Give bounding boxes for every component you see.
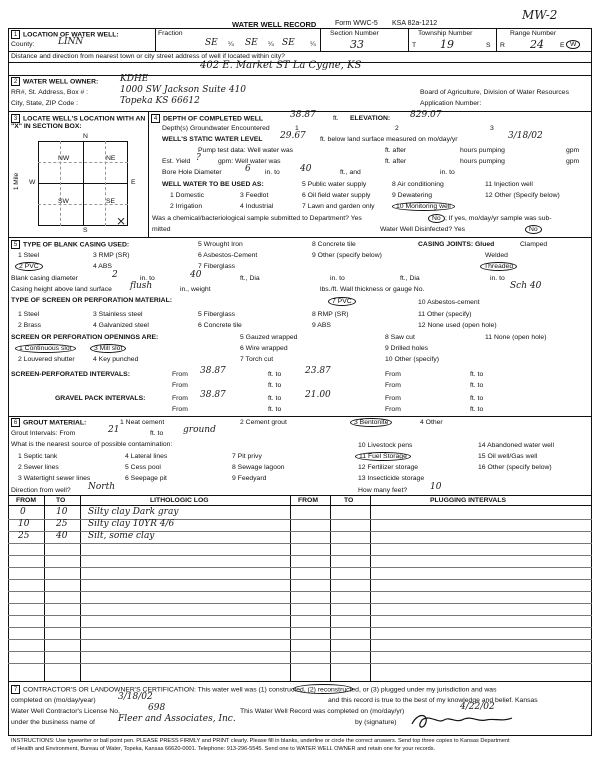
groundwater-label: Depth(s) Groundwater Encountered	[162, 125, 270, 132]
south-label: S	[83, 227, 88, 234]
joints-label: CASING JOINTS: Glued	[418, 241, 495, 248]
log-to-header: TO	[56, 497, 66, 504]
fraction-q3[interactable]: SE	[282, 38, 295, 48]
spi-to-label-4: ft. to	[470, 382, 484, 389]
use-5[interactable]: 5 Public water supply	[302, 181, 367, 188]
gpi-from[interactable]: 38.87	[200, 390, 226, 400]
screen-5[interactable]: 5 Fiberglass	[198, 311, 236, 318]
bore-in-to: in. to	[265, 169, 280, 176]
casing-4[interactable]: 4 ABS	[93, 263, 112, 270]
log-row-2-from[interactable]: 10	[18, 519, 30, 529]
section-6-number: 6	[11, 418, 20, 427]
gpi-from-label-4: From	[385, 406, 401, 413]
business-label: under the business name of	[11, 719, 95, 726]
range-r: R	[500, 42, 505, 49]
height-value[interactable]: flush	[130, 281, 153, 291]
township-number[interactable]: 19	[440, 38, 454, 51]
north-label: N	[83, 133, 88, 140]
log-row-1-to[interactable]: 10	[56, 507, 68, 517]
pump-label: Pump test data: Well water was	[198, 147, 294, 154]
use-2[interactable]: 2 Irrigation	[170, 203, 203, 210]
grout-2[interactable]: 2 Cement grout	[240, 419, 287, 426]
contam-5[interactable]: 5 Cess pool	[125, 464, 161, 471]
spi-label: SCREEN-PERFORATED INTERVALS:	[11, 371, 130, 378]
contam-14[interactable]: 14 Abandoned water well	[478, 442, 554, 449]
use-1[interactable]: 1 Domestic	[170, 192, 204, 199]
diameter-to-2: in. to	[330, 275, 345, 282]
knowledge-text: and this record is true to the best of my knowledge and belief. Kansas	[328, 697, 538, 704]
contam-13[interactable]: 13 Insecticide storage	[358, 475, 425, 482]
yield-gpm: gpm	[566, 158, 580, 165]
pump-gpm: gpm	[566, 147, 580, 154]
range-number[interactable]: 24	[530, 38, 544, 51]
gw-2: 2	[395, 125, 399, 132]
certification-text: CONTRACTOR'S OR LANDOWNER'S CERTIFICATION: This water well was (1) constructed, (2) reconstructed, or (3) plugged under my jurisdiction and was	[23, 686, 497, 694]
use-8[interactable]: 8 Air conditioning	[392, 181, 444, 188]
grout-3[interactable]: 3 Bentonite	[350, 418, 392, 427]
application-label: Application Number:	[420, 100, 482, 107]
gw-1: 1	[295, 125, 299, 132]
log-row-2-to[interactable]: 25	[56, 519, 68, 529]
opening-2[interactable]: 2 Louvered shutter	[18, 356, 75, 363]
grout-to-label: ft. to	[150, 430, 164, 437]
opening-11[interactable]: 11 None (open hole)	[485, 334, 547, 341]
bore-value[interactable]: 6	[245, 164, 251, 174]
use-label: WELL WATER TO BE USED AS:	[162, 181, 264, 188]
gpi-to-label-3: ft. to	[268, 406, 282, 413]
mitted-label: mitted	[152, 226, 171, 233]
screen-6[interactable]: 6 Concrete tile	[198, 322, 242, 329]
grout-from[interactable]: 21	[108, 425, 120, 435]
constructed-circle	[293, 684, 353, 694]
section-3-number: 3	[11, 114, 20, 123]
screen-2[interactable]: 2 Brass	[18, 322, 42, 329]
contam-6[interactable]: 6 Seepage pit	[125, 475, 167, 482]
casing-1[interactable]: 1 Steel	[18, 252, 40, 259]
contam-2[interactable]: 2 Sewer lines	[18, 464, 59, 471]
ksa-ref: KSA 82a-1212	[392, 20, 438, 27]
grout-to[interactable]: ground	[183, 425, 216, 435]
contam-8[interactable]: 8 Sewage lagoon	[232, 464, 285, 471]
opening-9[interactable]: 9 Drilled holes	[385, 345, 429, 352]
blank-casing-label: TYPE OF BLANK CASING USED:	[23, 241, 130, 249]
contam-9[interactable]: 9 Feedyard	[232, 475, 267, 482]
township-t: T	[412, 42, 417, 49]
quarter-3: ¼	[310, 41, 316, 48]
casing-7[interactable]: 7 Fiberglass	[198, 263, 236, 270]
log-row-3-from[interactable]: 25	[18, 531, 30, 541]
static-value[interactable]: 29.67	[280, 131, 306, 141]
screen-3[interactable]: 3 Stainless steel	[93, 311, 143, 318]
elevation-value[interactable]: 829.07	[410, 110, 442, 120]
screen-label: TYPE OF SCREEN OR PERFORATION MATERIAL:	[11, 297, 172, 304]
spi-to-label-2: ft. to	[470, 371, 484, 378]
log-row-3-desc[interactable]: Silt, some clay	[88, 531, 155, 541]
contam-12[interactable]: 12 Fertilizer storage	[358, 464, 419, 471]
spi-from-label: From	[172, 371, 188, 378]
gpi-to-label: ft. to	[268, 395, 282, 402]
screen-12[interactable]: 12 None used (open hole)	[418, 322, 497, 329]
contam-7[interactable]: 7 Pit privy	[232, 453, 262, 460]
contam-10[interactable]: 10 Livestock pens	[358, 442, 413, 449]
opening-3[interactable]: 3 Mill slot	[90, 344, 126, 353]
diameter-to[interactable]: 40	[190, 270, 202, 280]
grout-interval-label: Grout Intervals: From	[11, 430, 76, 437]
opening-4[interactable]: 4 Key punched	[93, 356, 139, 363]
screen-7[interactable]: 7 PVC	[328, 297, 356, 306]
opening-1[interactable]: 1 Continuous slot	[15, 344, 76, 353]
yield-hours: hours pumping	[460, 158, 505, 165]
license-label: Water Well Contractor's License No.	[11, 708, 120, 715]
quarter-2: ¼	[268, 41, 274, 48]
gpi-to-label-2: ft. to	[470, 395, 484, 402]
grout-label: GROUT MATERIAL:	[23, 419, 87, 427]
owner-address[interactable]: 1000 SW Jackson Suite 410	[120, 85, 247, 95]
log-row-3-to[interactable]: 40	[56, 531, 68, 541]
screen-11[interactable]: 11 Other (specify)	[418, 311, 472, 318]
yield-label: Est. Yield	[162, 158, 191, 165]
quarter-1: ¼	[228, 41, 234, 48]
use-9[interactable]: 9 Dewatering	[392, 192, 433, 199]
spi-from-label-2: From	[385, 371, 401, 378]
section-1-number: 1	[11, 30, 20, 39]
spi-from-label-3: From	[172, 382, 188, 389]
owner-name[interactable]: KDHE	[120, 74, 149, 84]
litho-header: LITHOLOGIC LOG	[150, 497, 209, 504]
use-4[interactable]: 4 Industrial	[240, 203, 274, 210]
direction-value[interactable]: North	[88, 482, 116, 492]
location-heading: LOCATION OF WATER WELL:	[23, 31, 119, 39]
contam-11[interactable]: 11 Fuel Storage	[355, 452, 411, 461]
grout-4[interactable]: 4 Other	[420, 419, 443, 426]
opening-10[interactable]: 10 Other (specify)	[385, 356, 440, 363]
gpi-from-label-2: From	[385, 395, 401, 402]
footer-line-1: INSTRUCTIONS: Use typewriter or ball point pen. PLEASE PRESS FIRMLY and PRINT clearly. Please fill in blanks, underline or circle the correct answers. Send top three copies to Kansas Department	[11, 738, 510, 744]
signature-label: by (signature)	[355, 719, 397, 726]
county-label: County:	[11, 41, 35, 48]
section-number-label: Section Number	[330, 30, 379, 37]
chem-no[interactable]: No	[428, 214, 445, 223]
range-e: E	[560, 42, 565, 49]
disinfected-no[interactable]: No	[525, 225, 542, 234]
gpi-from-label: From	[172, 395, 188, 402]
address-label: RR#, St. Address, Box # :	[11, 89, 89, 96]
chem-question: Was a chemical/bacteriological sample submitted to Department? Yes	[152, 215, 362, 222]
pump-after: ft. after	[385, 147, 407, 154]
board-label: Board of Agriculture, Division of Water Resources	[420, 89, 569, 96]
spi-from-label-4: From	[385, 382, 401, 389]
plug-to-header: TO	[344, 497, 354, 504]
east-label: E	[131, 179, 136, 186]
section-5-number: 5	[11, 240, 20, 249]
bore-label: Bore Hole Diameter	[162, 169, 222, 176]
feet-value[interactable]: 10	[430, 482, 442, 492]
log-from-header: FROM	[16, 497, 37, 504]
log-row-1-desc[interactable]: Silty clay Dark gray	[88, 507, 179, 517]
depth-ft: ft.	[333, 115, 339, 122]
joints-clamped[interactable]: Clamped	[520, 241, 548, 248]
use-6[interactable]: 6 Oil field water supply	[302, 192, 371, 199]
chem-tail: ; If yes, mo/day/yr sample was sub-	[445, 215, 552, 222]
contam-15[interactable]: 15 Oil well/Gas well	[478, 453, 538, 460]
footer-line-2: of Health and Environment, Bureau of Water, Topeka, Kansas 66620-0001. Telephone: 913-296-5545. Send one to WATER WELL OWNER and retain one for your records.	[11, 746, 436, 752]
depth-label: DEPTH OF COMPLETED WELL	[163, 115, 264, 123]
city-label: City, State, ZIP Code :	[11, 100, 78, 107]
contam-1[interactable]: 1 Septic tank	[18, 453, 58, 460]
gpi-label: GRAVEL PACK INTERVALS:	[55, 395, 146, 402]
business-name[interactable]: Fleer and Associates, Inc.	[118, 714, 236, 724]
signature	[408, 710, 518, 732]
gw-3: 3	[490, 125, 494, 132]
well-address[interactable]: 402 E. Market ST La Cygne, KS	[200, 60, 362, 71]
contam-16[interactable]: 16 Other (specify below)	[478, 464, 552, 471]
west-label: W	[29, 179, 36, 186]
log-row-2-desc[interactable]: Silty clay 10YR 4/6	[88, 519, 175, 529]
yield-after: ft. after	[385, 158, 407, 165]
screen-4[interactable]: 4 Galvanized steel	[93, 322, 149, 329]
plug-header: PLUGGING INTERVALS	[430, 497, 507, 504]
diameter-dia-2: ft., Dia	[400, 275, 420, 282]
use-3[interactable]: 3 Feedlot	[240, 192, 269, 199]
gauge-value[interactable]: Sch 40	[510, 281, 542, 291]
diameter-to-3: in. to	[490, 275, 505, 282]
township-label: Township Number	[418, 30, 473, 37]
joints-threaded[interactable]: Threaded	[480, 262, 517, 271]
elevation-label: ELEVATION:	[350, 115, 391, 122]
pump-hours: hours pumping	[460, 147, 505, 154]
opening-6[interactable]: 6 Wire wrapped	[240, 345, 288, 352]
well-location-x[interactable]: ×	[116, 214, 127, 228]
gpi-to-label-4: ft. to	[470, 406, 484, 413]
bore-and: ft., and	[340, 169, 361, 176]
bore-in-to-2: in. to	[440, 169, 455, 176]
diameter-dia-1: ft., Dia	[240, 275, 260, 282]
owner-heading: WATER WELL OWNER:	[23, 78, 99, 86]
county-value[interactable]: LINN	[58, 37, 84, 47]
plug-from-header: FROM	[298, 497, 319, 504]
disinfected-label: Water Well Disinfected? Yes	[380, 226, 466, 233]
direction-label: Direction from well?	[11, 487, 71, 494]
static-label: WELL'S STATIC WATER LEVEL	[162, 136, 263, 143]
diameter-to-label: in. to	[140, 275, 155, 282]
height-label: Casing height above land surface	[11, 286, 112, 293]
spi-to[interactable]: 23.87	[305, 366, 331, 376]
opening-8[interactable]: 8 Saw cut	[385, 334, 415, 341]
diameter-value[interactable]: 2	[112, 270, 118, 280]
weight-label: in., weight	[180, 286, 211, 293]
owner-city[interactable]: Topeka KS 66612	[120, 96, 200, 106]
gauge-label: lbs./ft. Wall thickness or gauge No.	[320, 286, 425, 293]
joints-welded[interactable]: Welded	[485, 252, 508, 259]
use-10[interactable]: 10 Monitoring well	[392, 202, 455, 211]
opening-5[interactable]: 5 Gauzed wrapped	[240, 334, 298, 341]
opening-7[interactable]: 7 Torch cut	[240, 356, 274, 363]
yield-value[interactable]: ?	[196, 153, 201, 163]
bore-to[interactable]: 40	[300, 164, 312, 174]
static-date[interactable]: 3/18/02	[508, 131, 543, 141]
form-title: WATER WELL RECORD	[232, 20, 317, 29]
se-label: SE	[106, 198, 116, 205]
gpi-from-label-3: From	[172, 406, 188, 413]
spi-from[interactable]: 38.87	[200, 366, 226, 376]
casing-2[interactable]: 2 PVC	[15, 262, 43, 271]
log-row-1-from[interactable]: 0	[20, 507, 26, 517]
gpi-to[interactable]: 21.00	[305, 390, 331, 400]
section-7-number: 7	[11, 685, 20, 694]
casing-3[interactable]: 3 RMP (SR)	[93, 252, 130, 259]
depth-value[interactable]: 38.87	[290, 110, 316, 120]
screen-10[interactable]: 10 Asbestos-cement	[418, 299, 480, 306]
township-s: S	[486, 42, 491, 49]
mile-label: 1 Mile	[13, 172, 21, 191]
fraction-q2[interactable]: SE	[245, 38, 258, 48]
contamination-label: What is the nearest source of possible contamination:	[11, 441, 173, 448]
fraction-q1[interactable]: SE	[205, 38, 218, 48]
use-12[interactable]: 12 Other (Specify below)	[485, 192, 560, 199]
casing-9[interactable]: 9 Other (specify below)	[312, 252, 382, 259]
grout-1[interactable]: 1 Neat cement	[120, 419, 165, 426]
license-number[interactable]: 698	[148, 703, 166, 713]
section-2-number: 2	[11, 77, 20, 86]
form-number: Form WWC-5	[335, 20, 378, 27]
range-label: Range Number	[510, 30, 557, 37]
feet-label: How many feet?	[358, 487, 408, 494]
locate-heading: LOCATE WELL'S LOCATION WITH AN "X" IN SECTION BOX:	[11, 115, 146, 131]
nw-label: NW	[58, 155, 70, 162]
contam-4[interactable]: 4 Lateral lines	[125, 453, 168, 460]
screen-1[interactable]: 1 Steel	[18, 311, 40, 318]
spi-to-label-3: ft. to	[268, 382, 282, 389]
casing-6[interactable]: 6 Asbestos-Cement	[198, 252, 258, 259]
use-7[interactable]: 7 Lawn and garden only	[302, 203, 375, 210]
section-number[interactable]: 33	[350, 38, 364, 51]
openings-label: SCREEN OR PERFORATION OPENINGS ARE:	[11, 334, 159, 341]
casing-8[interactable]: 8 Concrete tile	[312, 241, 356, 248]
sw-label: SW	[58, 198, 69, 205]
screen-8[interactable]: 8 RMP (SR)	[312, 311, 349, 318]
static-tail: ft. below land surface measured on mo/day/yr	[320, 136, 458, 143]
diameter-label: Blank casing diameter	[11, 275, 78, 282]
use-11[interactable]: 11 Injection well	[485, 181, 533, 188]
section-4-number: 4	[151, 114, 160, 123]
record-date[interactable]: 4/22/02	[460, 702, 495, 712]
distance-label: Distance and direction from nearest town or city street address of well if located within city?	[11, 53, 285, 60]
fraction-label: Fraction	[158, 30, 183, 37]
range-w: W	[566, 40, 580, 49]
contam-3[interactable]: 3 Watertight sewer lines	[18, 475, 91, 482]
corner-label: MW-2	[522, 8, 558, 22]
completed-date[interactable]: 3/18/02	[118, 692, 153, 702]
yield-unit: gpm: Well water was	[218, 158, 281, 165]
spi-to-label: ft. to	[268, 371, 282, 378]
casing-5[interactable]: 5 Wrought Iron	[198, 241, 243, 248]
screen-9[interactable]: 9 ABS	[312, 322, 331, 329]
record-text: This Water Well Record was completed on (mo/day/yr)	[240, 708, 405, 715]
ne-label: NE	[106, 155, 116, 162]
completed-label: completed on (mo/day/year)	[11, 697, 96, 704]
